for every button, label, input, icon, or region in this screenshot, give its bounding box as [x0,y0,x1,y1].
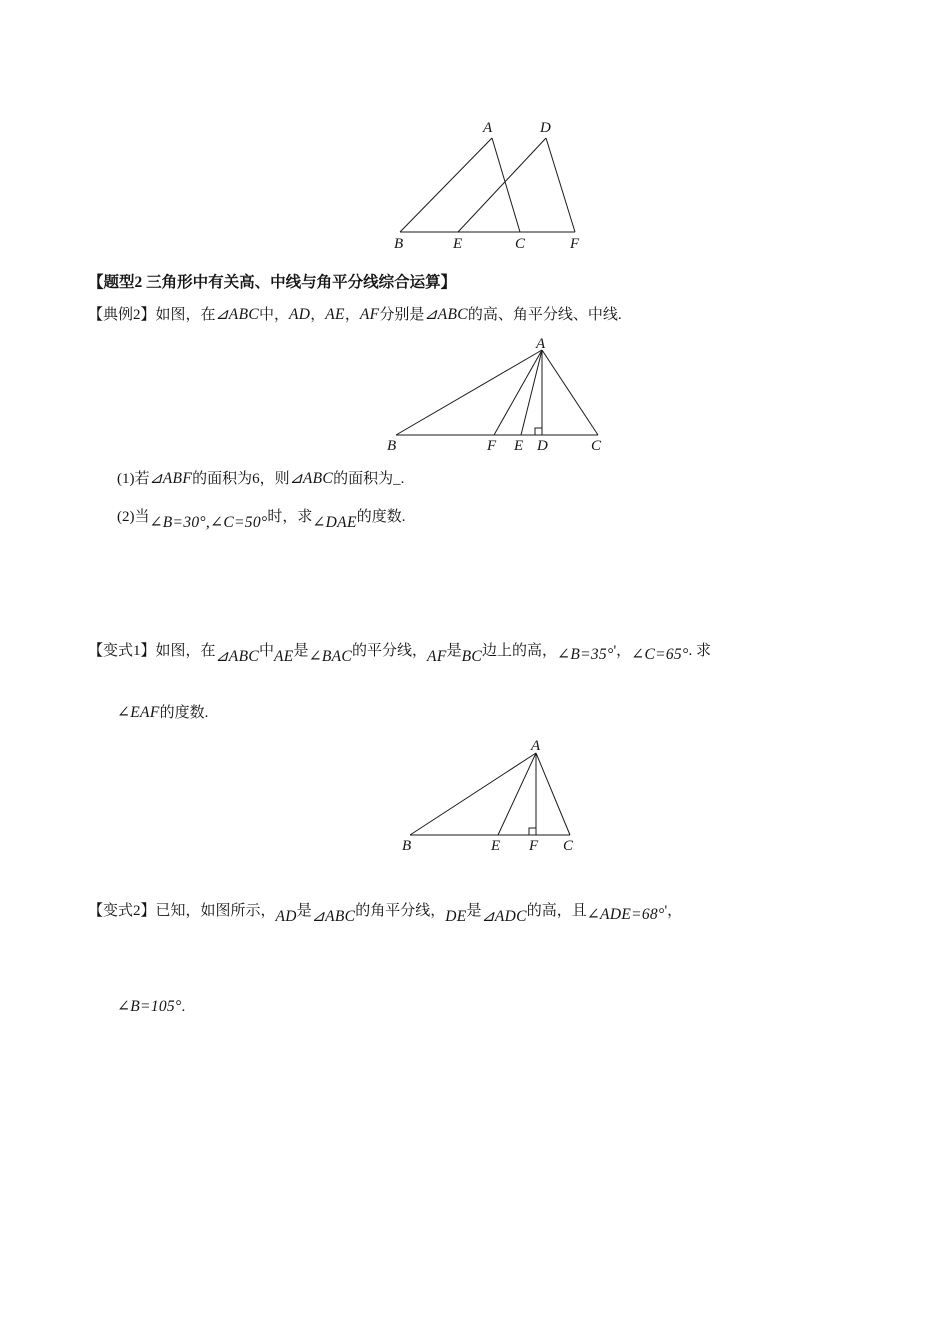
math-segment: ∠EAF [117,704,160,721]
vertex-label-E: E [491,838,501,853]
vertex-label-C: C [515,236,526,252]
math-segment: ⊿ABF [149,470,193,487]
math-segment: ∠DAE [312,514,357,531]
text-segment: 是 [293,643,309,659]
right-angle-mark [535,428,542,435]
line-AC [492,138,520,232]
math-segment: ⊿ABC [215,648,259,665]
math-segment: ∠B=30°,∠C=50° [149,514,268,531]
vertex-label-B: B [387,438,397,454]
vertex-label-A: A [536,338,546,352]
line-AF-median [494,350,542,435]
text-segment: . [181,999,186,1015]
text-segment: 【变式2】已知，如图所示， [88,903,276,919]
text-segment: (2)当 [117,509,150,525]
text-segment: 的度数. [159,705,209,721]
math-segment: ∠BAC [308,648,353,665]
math-segment: AE [325,306,345,323]
right-angle-mark [529,828,536,835]
question-1 [117,468,404,490]
math-segment: ⊿ABC [215,306,259,323]
variant1-line2 [117,702,208,724]
vertex-label-B: B [402,838,412,853]
math-segment: ⊿ABC [424,306,468,323]
math-segment: ⊿ADC [481,908,527,925]
line-AB [396,350,542,435]
text-segment: 【典例2】如图，在 [88,307,216,323]
vertex-label-D: D [540,120,551,136]
text-segment: '， [613,643,632,659]
math-segment: ∠B=105° [117,998,182,1015]
text-segment: 的高、角平分线、中线. [467,307,622,323]
math-segment: DE [445,908,467,925]
vertex-label-E: E [453,236,463,252]
vertex-label-A: A [483,120,493,136]
math-segment: ∠C=65° [631,646,689,663]
text-segment: 【变式1】如图，在 [88,643,216,659]
text-segment: . 求 [688,643,711,659]
figure-triangle-bisector-height [400,738,590,853]
variant2-line2 [117,996,185,1018]
vertex-label-F: F [529,838,539,853]
text-segment: (1)若 [117,471,150,487]
math-segment: AE [274,648,294,665]
vertex-label-F: F [570,236,580,252]
figure-triangle-cevians [385,338,610,458]
math-segment: AD [275,908,297,925]
line-DF [546,138,575,232]
vertex-label-C: C [591,438,602,454]
text-segment: 的面积为6，则 [192,471,290,487]
text-segment: 的平分线， [352,643,428,659]
text-segment: 边上的高， [482,643,558,659]
text-segment: 分别是 [379,307,425,323]
text-segment: 是 [466,903,482,919]
variant2-statement [88,900,682,928]
example2-statement [88,304,622,326]
line-AC [542,350,598,435]
vertex-label-A: A [531,738,541,754]
math-segment: ∠B=35° [557,646,614,663]
text-segment: 中 [258,643,274,659]
line-AE-bisector [521,350,542,435]
line-AC [536,753,570,835]
vertex-label-D: D [537,438,548,454]
math-segment: AF [427,648,447,665]
text-segment: 的面积为_. [333,471,405,487]
text-segment: 中， [258,307,289,323]
math-segment: AD [289,306,311,323]
text-segment: 时，求 [267,509,313,525]
vertex-label-E: E [514,438,524,454]
text-segment: ， [310,307,326,323]
text-segment: 是 [446,643,462,659]
line-AB [400,138,492,232]
vertex-label-B: B [394,236,404,252]
text-segment: 的角平分线， [355,903,446,919]
vertex-label-F: F [487,438,497,454]
question-2 [117,506,405,534]
math-segment: BC [461,648,483,665]
figure-overlapping-triangles [380,110,600,260]
text-segment: 是 [296,903,312,919]
text-segment: 的度数. [356,509,406,525]
variant1-statement [88,640,711,668]
text-segment: '， [664,903,683,919]
text-segment: ， [344,307,360,323]
text-segment: 的高，且 [526,903,587,919]
math-segment: ⊿ABC [289,470,334,487]
section-heading: 【题型2 三角形中有关高、中线与角平分线综合运算】 [88,274,457,291]
math-segment: ∠ADE=68° [586,906,665,923]
math-segment: ⊿ABC [311,908,356,925]
vertex-label-C: C [563,838,574,853]
line-DE [458,138,546,232]
math-segment: AF [359,306,380,323]
